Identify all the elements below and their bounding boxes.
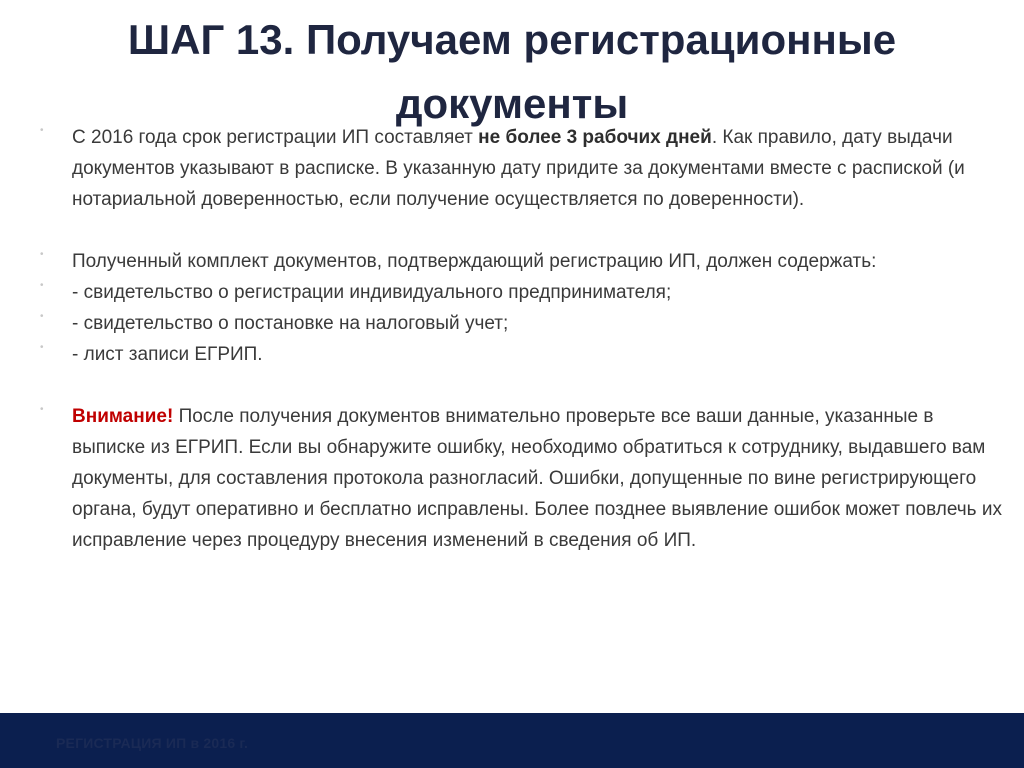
paragraph-gap [40,215,1004,246]
bullet-icon: • [40,280,44,291]
attention-label: Внимание! [72,406,174,427]
paragraph-registration-term [40,122,1004,215]
list-item-text: - свидетельство о постановке на налоговый учет; [72,313,509,334]
p1-post: . Как правило, дату выдачи документов указывают в расписке. В указанную дату придите за документами вместе с распиской (и нотариальной доверенностью, если получение осуществляется по доверенности). [72,127,965,210]
title-line-2: документы [395,80,629,127]
bullet-icon: • [40,249,44,260]
footer-text: РЕГИСТРАЦИЯ ИП в 2016 г. [56,735,249,751]
bullet-icon: • [40,125,44,136]
slide-content [40,122,1004,556]
bullet-icon: • [40,311,44,322]
list-item-text: - свидетельство о регистрации индивидуального предпринимателя; [72,282,672,303]
bullet-icon: • [40,342,44,353]
paragraph-attention [40,401,1004,556]
list-item [40,339,1004,370]
paragraph-documents-set [40,246,1004,277]
paragraph-gap [40,370,1004,401]
list-item [40,308,1004,339]
title-line-1: ШАГ 13. Получаем регистрационные [127,16,897,63]
p2-text: Полученный комплект документов, подтверждающий регистрацию ИП, должен содержать: [72,251,877,272]
bullet-icon: • [40,404,44,415]
list-item [40,277,1004,308]
footer-bar [0,713,1024,768]
p1-bold: не более 3 рабочих дней [478,127,712,148]
p1-pre: С 2016 года срок регистрации ИП составляет [72,127,479,148]
p3-text: После получения документов внимательно проверьте все ваши данные, указанные в выписке из ЕГРИП. Если вы обнаружите ошибку, необходимо обратиться к сотруднику, выдавшего вам документы, для составления протокола разногласий. Ошибки, допущенные по вине регистрирующего органа, будут оперативно и бесплатно исправлены. Более позднее выявление ошибок может повлечь их исправление через процедуру внесения изменений в сведения об ИП. [72,406,1002,551]
list-item-text: - лист записи ЕГРИП. [72,344,263,365]
slide-title [40,8,984,136]
